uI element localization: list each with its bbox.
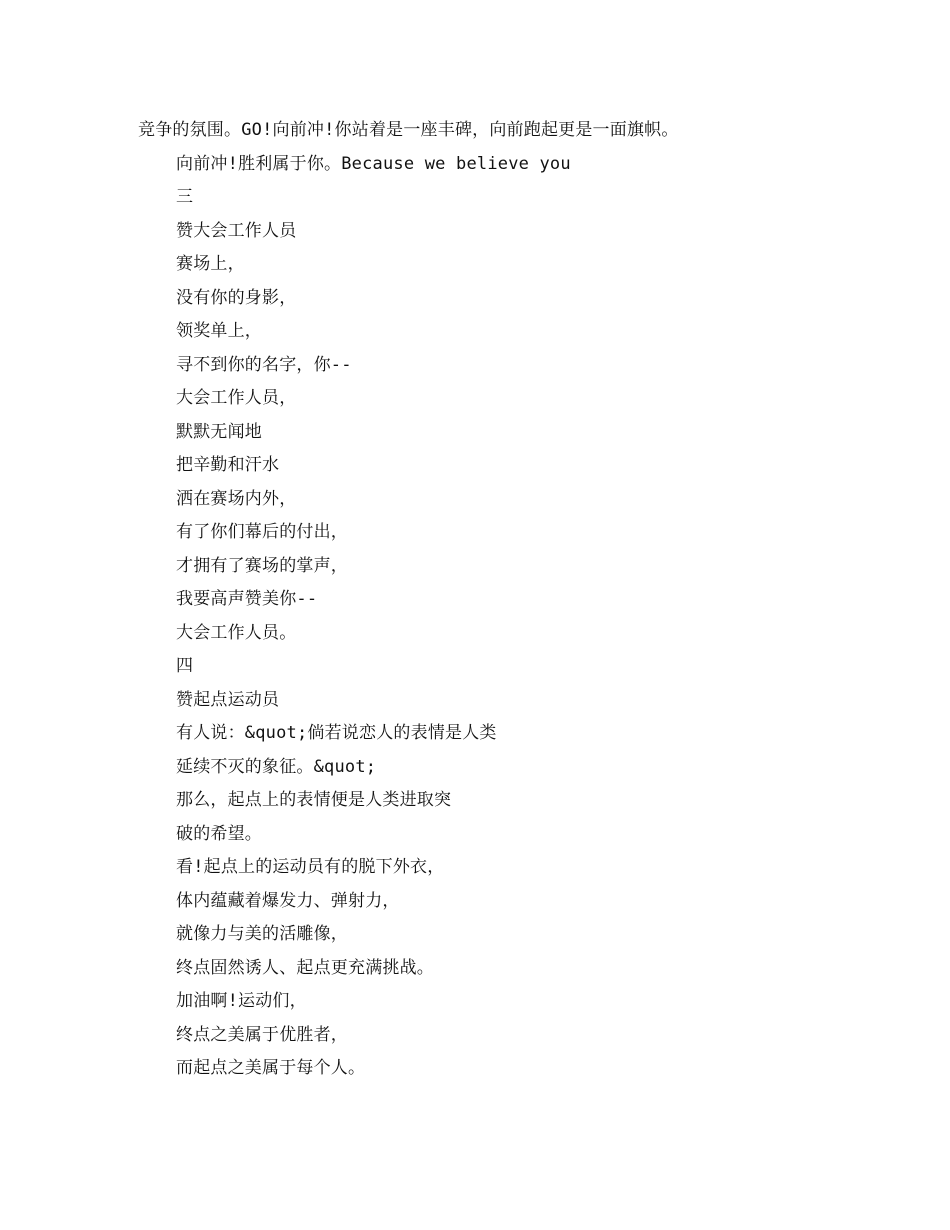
section-number: 四 [176, 656, 194, 676]
text-line: 延续不灭的象征。&quot; [176, 757, 377, 777]
text-line: 体内蕴藏着爆发力、弹射力， [176, 891, 400, 911]
text-line: 破的希望。 [176, 824, 262, 844]
text-line: 赛场上， [176, 254, 245, 274]
text-line: 领奖单上， [176, 321, 262, 341]
text-line: 大会工作人员， [176, 388, 297, 408]
text-line: 终点之美属于优胜者， [176, 1025, 348, 1045]
text-line: 终点固然诱人、起点更充满挑战。 [176, 958, 434, 978]
text-line: 而起点之美属于每个人。 [176, 1058, 366, 1078]
text-line: 才拥有了赛场的掌声， [176, 556, 348, 576]
text-line: 我要高声赞美你-- [176, 589, 318, 609]
text-line: 加油啊!运动们， [176, 991, 307, 1011]
text-line: 寻不到你的名字，你-- [176, 355, 352, 375]
text-line: 大会工作人员。 [176, 623, 297, 643]
text-line: 那么，起点上的表情便是人类进取突 [176, 790, 452, 810]
text-line: 默默无闻地 [176, 422, 262, 442]
text-line: 竞争的氛围。GO!向前冲!你站着是一座丰碑，向前跑起更是一面旗帜。 [138, 120, 679, 140]
text-line: 向前冲!胜利属于你。Because we believe you [176, 154, 571, 174]
text-line: 把辛勤和汗水 [176, 455, 280, 475]
text-line: 有人说：&quot;倘若说恋人的表情是人类 [176, 723, 497, 743]
text-line: 洒在赛场内外， [176, 489, 297, 509]
section-title: 赞大会工作人员 [176, 221, 297, 241]
text-line: 看!起点上的运动员有的脱下外衣， [176, 857, 445, 877]
text-line: 有了你们幕后的付出， [176, 522, 348, 542]
text-line: 没有你的身影， [176, 288, 297, 308]
section-title: 赞起点运动员 [176, 690, 280, 710]
text-line: 就像力与美的活雕像， [176, 924, 348, 944]
section-number: 三 [176, 187, 194, 207]
